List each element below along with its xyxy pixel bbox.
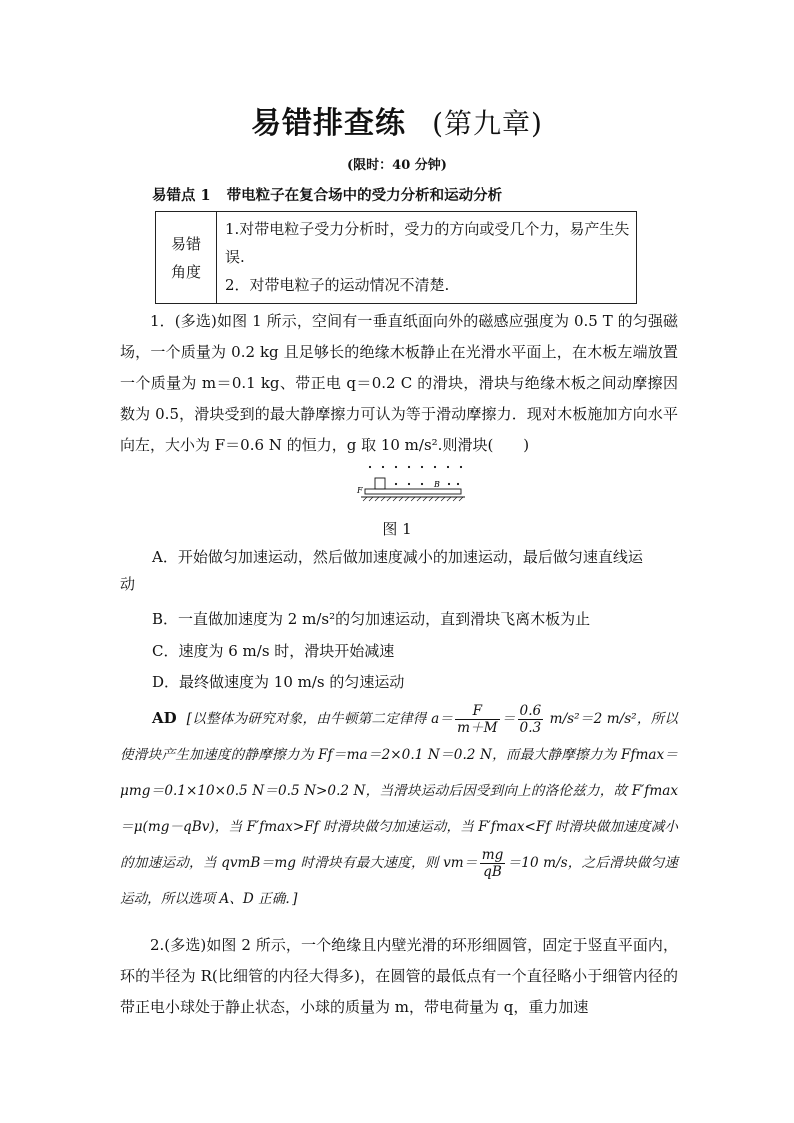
option-b: B．一直做加速度为 2 m/s²的匀加速运动，直到滑块飞离木板为止	[152, 610, 591, 628]
section-title: 带电粒子在复合场中的受力分析和运动分析	[226, 187, 503, 204]
time-limit: (限时：40 分钟)	[347, 158, 447, 173]
mistake-table-header	[156, 212, 217, 304]
page-title	[0, 98, 794, 142]
mistake-line-2: 2．对带电粒子的运动情况不清楚.	[225, 276, 450, 294]
option-a-continued: 动	[120, 575, 136, 593]
title-main: 易错排查练	[251, 106, 407, 141]
question-2-stem: 2.(多选)如图 2 所示，一个绝缘且内壁光滑的环形细圆管，固定于竖直平面内，环的半径为 R(比细管的内径大得多)，在圆管的最低点有一个直径略小于细管内径的带正电小球处于静止状态，小球的质量为 m，带电荷量为 q，重力加速	[120, 936, 678, 1016]
mistake-header-line2: 角度	[170, 262, 201, 281]
answer-1-explanation	[120, 700, 678, 917]
option-d: D．最终做速度为 10 m/s 的匀速运动	[152, 673, 405, 691]
mistake-table-body	[217, 212, 637, 304]
answer-text-1: [以整体为研究对象，由牛顿第二定律得 a＝	[186, 711, 454, 727]
fraction-denominator: qB	[483, 864, 502, 880]
option-c: C．速度为 6 m/s 时，滑块开始减速	[152, 642, 395, 660]
force-label: F	[357, 486, 363, 495]
figure-1-diagram	[355, 462, 465, 508]
fraction-numerator: F	[455, 703, 499, 720]
insulating-board	[365, 489, 461, 494]
option-a: A．开始做匀加速运动，然后做加速度减小的加速运动，最后做匀速直线运	[152, 548, 643, 566]
slider-block	[375, 478, 385, 489]
answer-text-2: m/s²＝2 m/s²，所以使滑块产生加速度的静摩擦力为 Ff＝ma＝2×0.1 N＝0.2 N，而最大静摩擦力为 Ffmax＝μmg＝0.1×10×0.5 N＝0.5 N>0.2 N，当滑块运动后因受到向上的洛伦兹力，故 F′fmax＝μ(mg－qBv)，当 F′fmax>Ff 时滑块做匀加速运动，当 F′fmax<Ff 时滑块做加速度减小的加速运动，当 qvmB＝mg 时滑块有最大速度，则 vm＝	[120, 711, 678, 871]
ground-hatching	[363, 497, 463, 501]
title-chapter: (第九章)	[432, 107, 543, 140]
fraction-denominator: m＋M	[457, 720, 498, 736]
question-1-stem: 1．(多选)如图 1 所示，空间有一垂直纸面向外的磁感应强度为 0.5 T 的匀强磁场，一个质量为 0.2 kg 且足够长的绝缘木板静止在光滑水平面上，在木板左端放置一个质量为 m＝0.1 kg、带正电 q＝0.2 C 的滑块，滑块与绝缘木板之间动摩擦因数为 0.5，滑块受到的最大静摩擦力可认为等于滑动摩擦力．现对木板施加方向水平向左，大小为 F＝0.6 N 的恒力，g 取 10 m/s².则滑块( )	[120, 312, 678, 454]
mistake-angle-table	[155, 211, 637, 304]
fraction-numerator: 0.6	[519, 703, 542, 719]
fraction-numerator: mg	[481, 847, 504, 863]
fraction-numeric	[518, 703, 544, 736]
answer-key: AD	[152, 709, 177, 727]
figure-1-caption: 图 1	[382, 520, 412, 538]
fraction-denominator: 0.3	[519, 720, 542, 736]
fraction-f-over-mass	[455, 703, 499, 736]
field-label: B	[434, 480, 440, 489]
fraction-mg-over-qb	[480, 847, 506, 880]
mistake-line-1: 1.对带电粒子受力分析时，受力的方向或受几个力，易产生失误.	[225, 220, 630, 266]
answer-text-3: ＝10 m/s，之后滑块做匀速运动，所以选项 A、D 正确．]	[120, 855, 678, 907]
section-label: 易错点 1	[152, 187, 211, 204]
equals-sign: ＝	[501, 711, 516, 727]
mistake-header-line1: 易错	[170, 234, 201, 253]
magnetic-field-dots	[369, 466, 462, 485]
section-heading	[152, 184, 502, 205]
